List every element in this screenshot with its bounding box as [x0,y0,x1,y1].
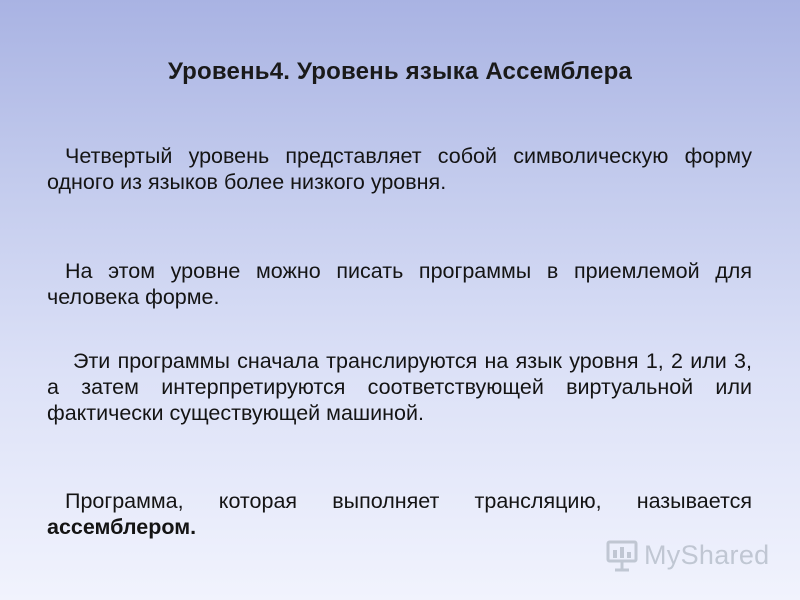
slide-title: Уровень4. Уровень языка Ассемблера [167,58,633,85]
paragraph-2-text: На этом уровне можно писать программы в приемлемой для человека форме. [47,259,752,309]
paragraph-3-text: Эти программы сначала транслируются на язык уровня 1, 2 или 3, а затем интерпретируются соответствующей виртуальной или фактически существующей машиной. [47,349,752,425]
paragraph-1-text: Четвертый уровень представляет собой символическую форму одного из языков более низкого уровня. [47,144,752,194]
paragraph-3 [47,348,752,426]
presentation-board-icon [606,538,638,572]
paragraph-2 [47,258,752,310]
watermark [606,536,769,574]
paragraph-4-text: Программа, которая выполняет трансляцию, называется [65,489,752,513]
paragraph-4-bold-term: ассемблером. [47,515,197,539]
paragraph-4 [47,488,752,540]
watermark-text: MyShared [644,539,770,570]
paragraph-1 [47,143,752,195]
